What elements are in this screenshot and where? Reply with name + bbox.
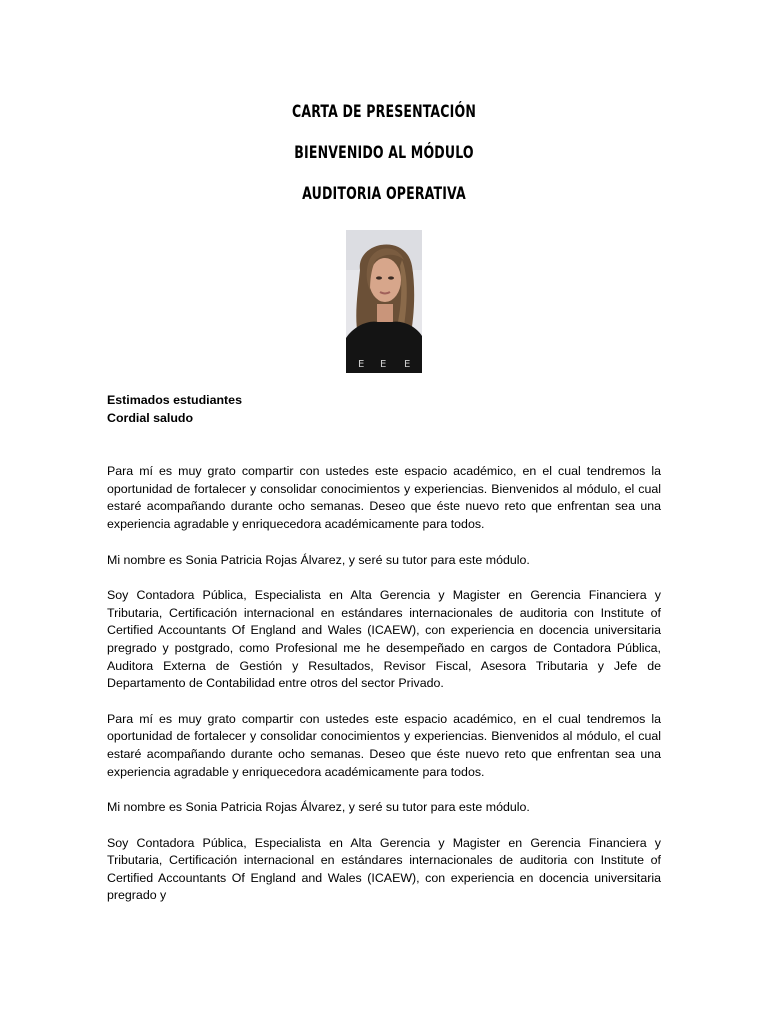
- document-title: CARTA DE PRESENTACIÓN: [291, 102, 476, 122]
- paragraph-credentials: Soy Contadora Pública, Especialista en Alta Gerencia y Magister en Gerencia Financiera y Tributaria, Certificación internacional en estándares internacionales de auditoria con Institute of Certified Accountants Of England and Wales (ICAEW), con experiencia en docencia universitaria pregrado y postgrado, como Profesional me he desempeñado en cargos de Contadora Pública, Auditora Externa de Gestión y Resultados, Revisor Fiscal, Asesora Tributaria y Jefe de Departamento de Contabilidad entre otros del sector Privado.: [107, 588, 661, 691]
- paragraph-welcome: Para mí es muy grato compartir con ustedes este espacio académico, en el cual tendremos la oportunidad de fortalecer y consolidar conocimientos y experiencias. Bienvenidos al módulo, el cual estaré acompañando durante ocho semanas. Deseo que éste nuevo reto que enfrentan sea una experiencia agradable y enriquecedora académicamente para todos.: [107, 464, 661, 531]
- welcome-heading: BIENVENIDO AL MÓDULO: [294, 143, 474, 163]
- greeting-line: Cordial saludo: [107, 410, 194, 425]
- paragraph-credentials-partial: Soy Contadora Pública, Especialista en Alta Gerencia y Magister en Gerencia Financiera y Tributaria, Certificación internacional en estándares internacionales de auditoria con Institute of Certified Accountants Of England and Wales (ICAEW), con experiencia en docencia universitaria pregrado y: [107, 835, 661, 903]
- salutation-line: Estimados estudiantes: [107, 393, 242, 407]
- svg-text:E: E: [404, 359, 411, 370]
- letter-body: [107, 392, 661, 923]
- tutor-portrait-icon: [346, 230, 422, 373]
- heading-block: [0, 102, 768, 225]
- salutation-block: [107, 392, 661, 427]
- svg-text:E: E: [358, 359, 365, 370]
- svg-text:E: E: [380, 359, 387, 370]
- paragraph-welcome-repeat: Para mí es muy grato compartir con ustedes este espacio académico, en el cual tendremos la oportunidad de fortalecer y consolidar conocimientos y experiencias. Bienvenidos al módulo, el cual estaré acompañando durante ocho semanas. Deseo que éste nuevo reto que enfrentan sea una experiencia agradable y enriquecedora académicamente para todos.: [107, 711, 661, 779]
- paragraph-introduction-repeat: Mi nombre es Sonia Patricia Rojas Álvarez, y seré su tutor para este módulo.: [107, 800, 530, 815]
- module-name-heading: AUDITORIA OPERATIVA: [302, 184, 466, 204]
- paragraph-introduction: Mi nombre es Sonia Patricia Rojas Álvarez, y seré su tutor para este módulo.: [107, 552, 530, 567]
- tutor-photo: [346, 230, 422, 373]
